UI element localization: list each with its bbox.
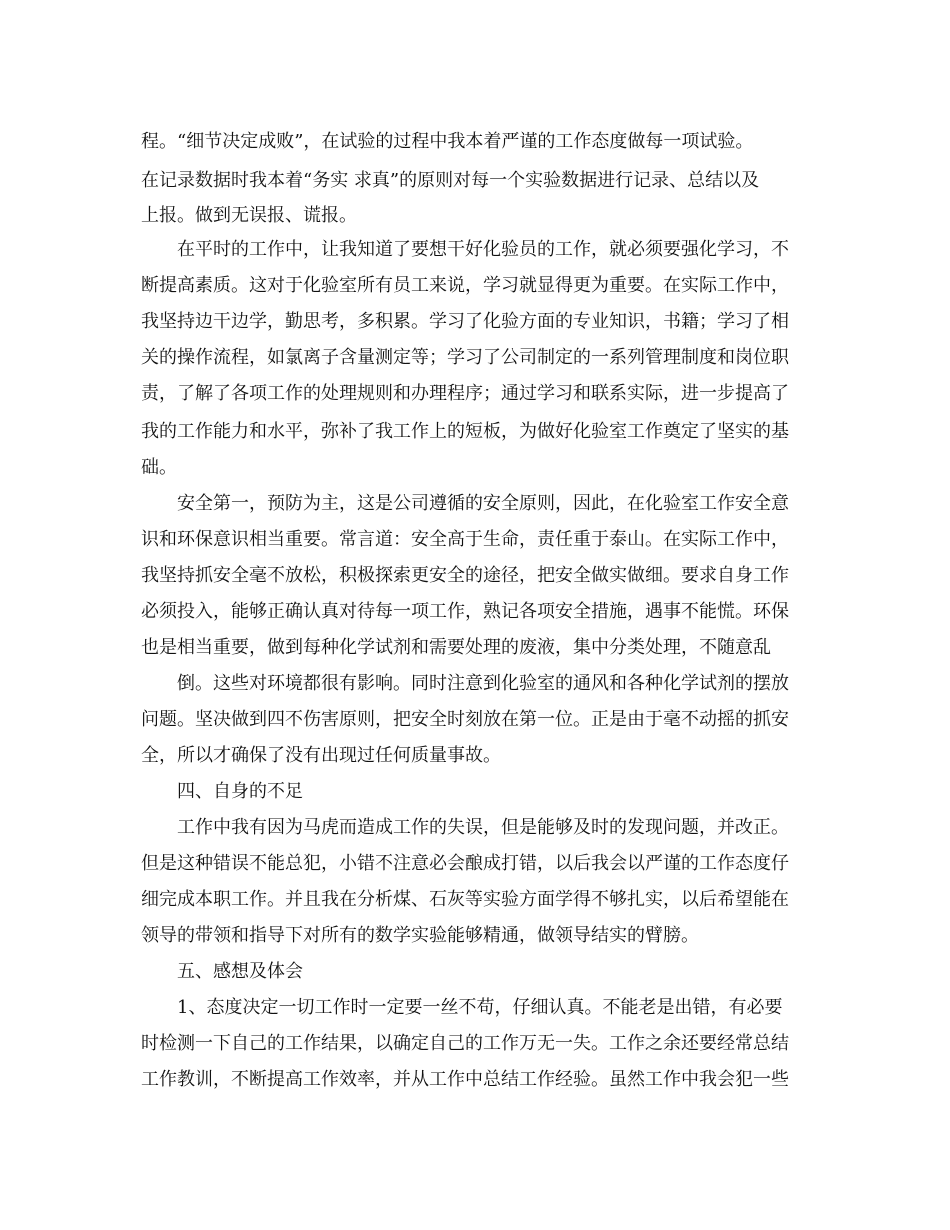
paragraph-start-line: 工作中我有因为马虎而造成工作的失误，但是能够及时的发现问题，并改正。 — [177, 817, 789, 838]
text-line: 问题。坚决做到四不伤害原则，把安全时刻放在第一位。正是由于毫不动摇的抓安 — [141, 709, 789, 730]
text-line: 领导的带领和指导下对所有的数学实验能够精通，做领导结实的臂膀。 — [141, 925, 699, 946]
text-line: 关的操作流程，如氯离子含量测定等；学习了公司制定的一系列管理制度和岗位职 — [141, 347, 789, 368]
text-line: 识和环保意识相当重要。常言道：安全高于生命，责任重于泰山。在实际工作中， — [141, 529, 789, 550]
paragraph-start-line: 安全第一，预防为主，这是公司遵循的安全原则，因此，在化验室工作安全意 — [177, 493, 789, 514]
text-line: 础。 — [141, 457, 177, 478]
text-line: 我坚持抓安全毫不放松，积极探索更安全的途径，把安全做实做细。要求自身工作 — [141, 565, 789, 586]
section-heading: 五、感想及体会 — [177, 961, 303, 982]
paragraph-start-line: 1、态度决定一切工作时一定要一丝不苟，仔细认真。不能老是出错，有必要 — [177, 997, 783, 1018]
text-line: 必须投入，能够正确认真对待每一项工作，熟记各项安全措施，遇事不能慌。环保 — [141, 601, 789, 622]
text-line: 在记录数据时我本着“务实 求真”的原则对每一个实验数据进行记录、总结以及 — [141, 170, 760, 191]
text-line: 我的工作能力和水平，弥补了我工作上的短板，为做好化验室工作奠定了坚实的基 — [141, 421, 789, 442]
text-line: 全，所以才确保了没有出现过任何质量事故。 — [141, 745, 501, 766]
text-line: 上报。做到无误报、谎报。 — [141, 205, 357, 226]
text-line: 也是相当重要，做到每种化学试剂和需要处理的废液，集中分类处理，不随意乱 — [141, 637, 771, 658]
text-line: 责，了解了各项工作的处理规则和办理程序；通过学习和联系实际，进一步提高了 — [141, 383, 789, 404]
section-heading: 四、自身的不足 — [177, 781, 303, 802]
paragraph-start-line: 倒。这些对环境都很有影响。同时注意到化验室的通风和各种化学试剂的摆放 — [177, 673, 789, 694]
text-line: 细完成本职工作。并且我在分析煤、石灰等实验方面学得不够扎实，以后希望能在 — [141, 889, 789, 910]
text-line: 工作教训，不断提高工作效率，并从工作中总结工作经验。虽然工作中我会犯一些 — [141, 1069, 789, 1090]
text-line: 时检测一下自己的工作结果，以确定自己的工作万无一失。工作之余还要经常总结 — [141, 1033, 789, 1054]
text-line: 程。“细节决定成败”，在试验的过程中我本着严谨的工作态度做每一项试验。 — [141, 131, 754, 152]
text-line: 我坚持边干边学，勤思考，多积累。学习了化验方面的专业知识，书籍；学习了相 — [141, 311, 789, 332]
paragraph-start-line: 在平时的工作中，让我知道了要想干好化验员的工作，就必须要强化学习，不 — [177, 239, 789, 260]
text-line: 但是这种错误不能总犯，小错不注意必会酿成打错，以后我会以严谨的工作态度仔 — [141, 853, 789, 874]
text-line: 断提高素质。这对于化验室所有员工来说，学习就显得更为重要。在实际工作中， — [141, 275, 789, 296]
